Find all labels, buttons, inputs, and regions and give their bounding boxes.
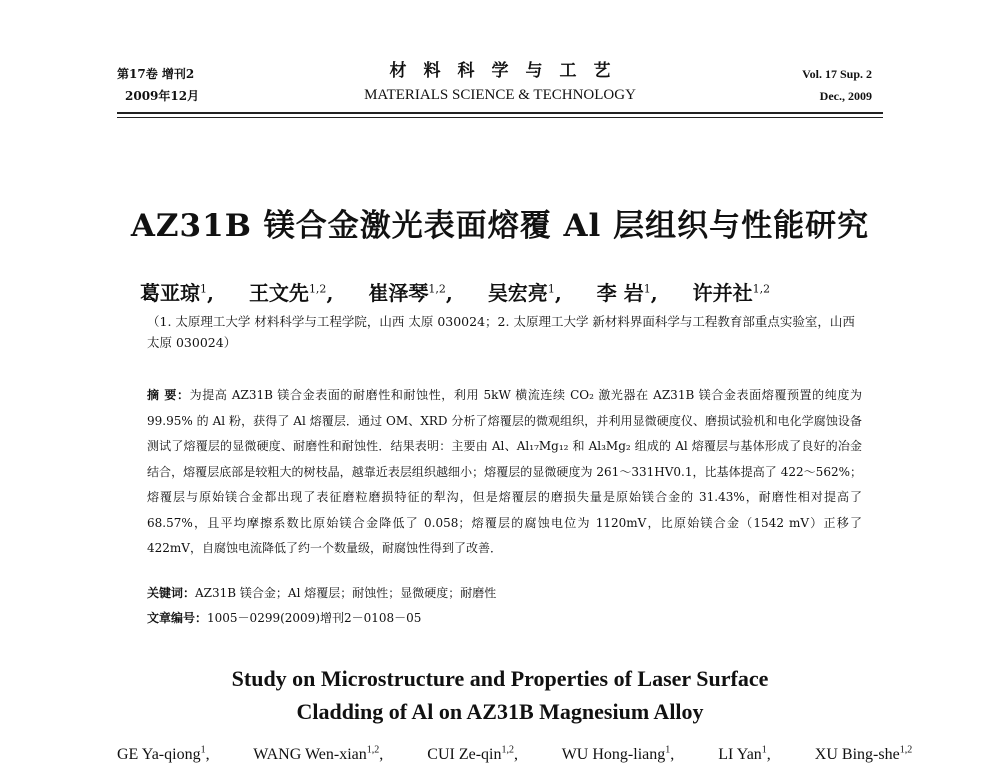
english-author: GE Ya-qiong$^1$, — [117, 745, 210, 764]
journal-name-en: MATERIALS SCIENCE & TECHNOLOGY — [364, 87, 636, 103]
author: 崔泽琴$^{1,2}$, — [368, 281, 453, 305]
english-author: LI Yan$^1$, — [718, 745, 771, 764]
publication-date-en: Dec., 2009 — [819, 89, 872, 103]
english-author: WANG Wen-xian$^{1,2}$, — [253, 745, 384, 764]
english-author-list — [117, 745, 917, 764]
english-title-line1: Study on Microstructure and Properties of Laser Surface — [231, 666, 769, 691]
english-author: WU Hong-liang$^1$, — [561, 745, 675, 764]
abstract — [147, 383, 862, 562]
author: 许并社$^{1,2}$ — [692, 281, 771, 305]
author: 李 岩$^1$, — [596, 281, 658, 305]
keywords-label: 关键词： — [147, 586, 196, 600]
keywords-block — [147, 581, 862, 631]
abstract-label: 摘 要： — [147, 388, 190, 402]
paper-title: AZ31B 镁合金激光表面熔覆 Al 层组织与性能研究 — [130, 208, 870, 244]
journal-volume-info-en — [802, 63, 872, 107]
journal-name-cn: 材料科学与工艺 — [389, 61, 628, 81]
author-list — [140, 277, 860, 306]
header-rule-bottom — [117, 117, 883, 118]
keywords-text: AZ31B 镁合金；Al 熔覆层；耐蚀性；显微硬度；耐磨性 — [195, 586, 497, 600]
english-author: CUI Ze-qin$^{1,2}$, — [427, 745, 518, 764]
english-title — [0, 662, 1000, 728]
affiliations: （1. 太原理工大学 材料科学与工程学院，山西 太原 030024；2. 太原理工大学 新材料界面科学与工程教育部重点实验室，山西 太原 030024） — [147, 314, 855, 350]
header-rule-top — [117, 112, 883, 114]
english-author: XU Bing-she$^{1,2}$ — [814, 745, 913, 764]
journal-volume-info — [117, 63, 199, 107]
volume-issue-en: Vol. 17 Sup. 2 — [802, 67, 872, 81]
journal-name — [300, 58, 700, 106]
article-number-text: 1005－0299(2009)增刊2－0108－05 — [207, 611, 422, 625]
keywords — [147, 581, 862, 606]
english-title-line2: Cladding of Al on AZ31B Magnesium Alloy — [296, 699, 704, 724]
article-number — [147, 606, 862, 631]
author: 王文先$^{1,2}$, — [248, 281, 334, 305]
author: 吴宏亮$^1$, — [487, 281, 562, 305]
article-number-label: 文章编号： — [147, 611, 208, 625]
author: 葛亚琼$^1$, — [140, 281, 214, 305]
volume-issue: 第17卷 增刊2 — [117, 67, 195, 81]
abstract-text: 为提高 AZ31B 镁合金表面的耐磨性和耐蚀性，利用 5kW 横流连续 CO₂ 激光器在 AZ31B 镁合金表面熔覆预置的纯度为 99.95% 的 Al 粉，获得了 Al 熔覆层．通过 OM、XRD 分析了熔覆层的微观组织，并利用显微硬度仪、磨损试验机和电化学腐蚀设备测试了熔覆层的显微硬度、耐磨性和耐蚀性．结果表明：主要由 Al、Al₁₇Mg₁₂ 和 Al₃Mg₂ 组成的 Al 熔覆层与基体形成了良好的冶金结合，熔覆层底部是较粗大的树枝晶，越靠近表层组织越细小；熔覆层的显微硬度为 261～331HV0.1，比基体提高了 422～562%；熔覆层与原始镁合金都出现了表征磨粒磨损特征的犁沟，但是熔覆层的磨损失量是原始镁合金的 31.43%，耐磨性相对提高了 68.57%，且平均摩擦系数比原始镁合金降低了 0.058；熔覆层的腐蚀电位为 1120mV，比原始镁合金（1542 mV）正移了 422mV，自腐蚀电流降低了约一个数量级，耐腐蚀性得到了改善． — [147, 388, 862, 555]
publication-date: 2009年12月 — [125, 89, 200, 103]
